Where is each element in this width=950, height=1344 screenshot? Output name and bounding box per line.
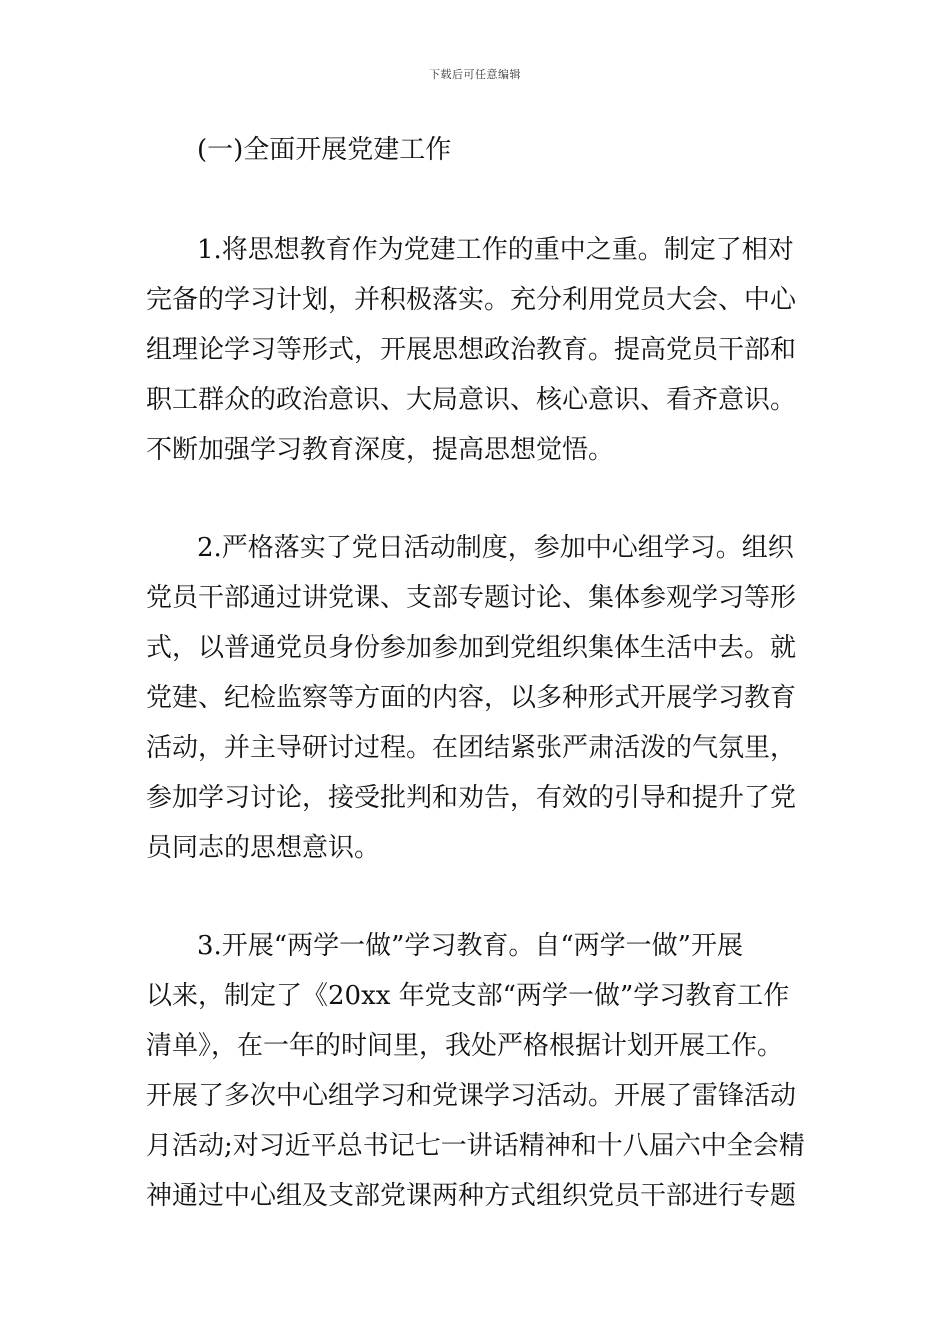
paragraph-line: 2.严格落实了党日活动制度，参加中心组学习。组织 xyxy=(197,533,794,563)
section-title: (一)全面开展党建工作 xyxy=(197,135,452,165)
paragraph-line: 式，以普通党员身份参加参加到党组织集体生活中去。就 xyxy=(146,633,797,663)
paragraph-line: 职工群众的政治意识、大局意识、核心意识、看齐意识。 xyxy=(146,385,797,415)
paragraph-line: 员同志的思想意识。 xyxy=(146,833,381,863)
paragraph-line: 以来，制定了《20xx 年党支部“两学一做”学习教育工作 xyxy=(146,981,790,1011)
paragraph-line: 参加学习讨论，接受批判和劝告，有效的引导和提升了党 xyxy=(146,783,797,813)
paragraph-line: 神通过中心组及支部党课两种方式组织党员干部进行专题 xyxy=(146,1181,797,1211)
paragraph-3 xyxy=(146,928,806,1228)
paragraph-line: 3.开展“两学一做”学习教育。自“两学一做”开展 xyxy=(197,931,743,961)
paragraph-1 xyxy=(146,232,806,482)
paragraph-2 xyxy=(146,530,806,880)
paragraph-line: 完备的学习计划，并积极落实。充分利用党员大会、中心 xyxy=(146,285,797,315)
paragraph-line: 党员干部通过讲党课、支部专题讨论、集体参观学习等形 xyxy=(146,583,797,613)
download-note: 下载后可任意编辑 xyxy=(429,68,521,81)
paragraph-line: 1.将思想教育作为党建工作的重中之重。制定了相对 xyxy=(197,235,794,265)
paragraph-line: 开展了多次中心组学习和党课学习活动。开展了雷锋活动 xyxy=(146,1081,797,1111)
paragraph-line: 月活动;对习近平总书记七一讲话精神和十八届六中全会精 xyxy=(146,1131,805,1161)
paragraph-line: 不断加强学习教育深度，提高思想觉悟。 xyxy=(146,435,615,465)
paragraph-line: 组理论学习等形式，开展思想政治教育。提高党员干部和 xyxy=(146,335,797,365)
paragraph-line: 清单》，在一年的时间里，我处严格根据计划开展工作。 xyxy=(146,1031,784,1061)
paragraph-line: 党建、纪检监察等方面的内容，以多种形式开展学习教育 xyxy=(146,683,797,713)
paragraph-line: 活动，并主导研讨过程。在团结紧张严肃活泼的气氛里， xyxy=(146,733,797,763)
